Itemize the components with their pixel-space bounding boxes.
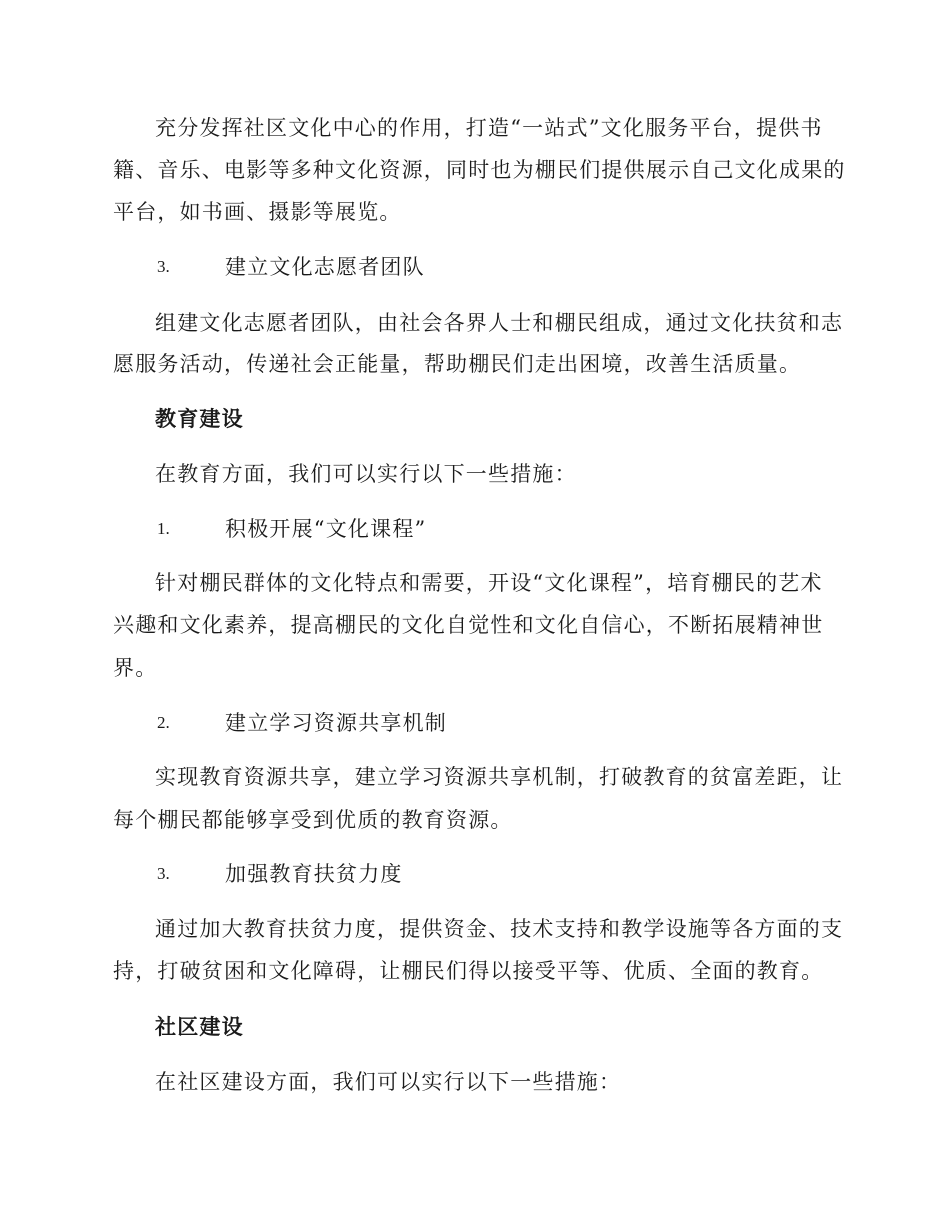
paragraph-line: 籍、音乐、电影等多种文化资源，同时也为棚民们提供展示自己文化成果的: [113, 158, 846, 182]
paragraph-line: 愿服务活动，传递社会正能量，帮助棚民们走出困境，改善生活质量。: [113, 352, 802, 376]
paragraph-line: 充分发挥社区文化中心的作用，打造“一站式”文化服务平台，提供书: [155, 116, 823, 140]
list-item-title: 建立学习资源共享机制: [225, 711, 447, 735]
paragraph-line: 在社区建设方面，我们可以实行以下一些措施：: [155, 1070, 622, 1094]
paragraph-line: 在教育方面，我们可以实行以下一些措施：: [155, 462, 577, 486]
section-heading-community: 社区建设: [155, 1014, 244, 1039]
list-item-title: 加强教育扶贫力度: [225, 862, 403, 886]
list-number: 3.: [157, 864, 170, 883]
list-item-title: 建立文化志愿者团队: [225, 255, 425, 279]
paragraph-line: 平台，如书画、摄影等展览。: [113, 200, 402, 224]
list-item-title: 积极开展“文化课程”: [225, 517, 427, 541]
paragraph-line: 针对棚民群体的文化特点和需要，开设“文化课程”，培育棚民的艺术: [155, 571, 823, 595]
paragraph-line: 每个棚民都能够享受到优质的教育资源。: [113, 808, 513, 832]
paragraph-line: 实现教育资源共享，建立学习资源共享机制，打破教育的贫富差距，让: [155, 765, 844, 789]
list-number: 1.: [157, 519, 170, 538]
paragraph-line: 持，打破贫困和文化障碍，让棚民们得以接受平等、优质、全面的教育。: [113, 959, 824, 983]
list-number: 2.: [157, 713, 170, 732]
list-number: 3.: [157, 257, 170, 276]
paragraph-line: 界。: [113, 656, 158, 680]
paragraph-line: 组建文化志愿者团队，由社会各界人士和棚民组成，通过文化扶贫和志: [155, 311, 844, 335]
section-heading-education: 教育建设: [155, 406, 244, 431]
paragraph-line: 兴趣和文化素养，提高棚民的文化自觉性和文化自信心，不断拓展精神世: [113, 613, 824, 637]
paragraph-line: 通过加大教育扶贫力度，提供资金、技术支持和教学设施等各方面的支: [155, 917, 844, 941]
